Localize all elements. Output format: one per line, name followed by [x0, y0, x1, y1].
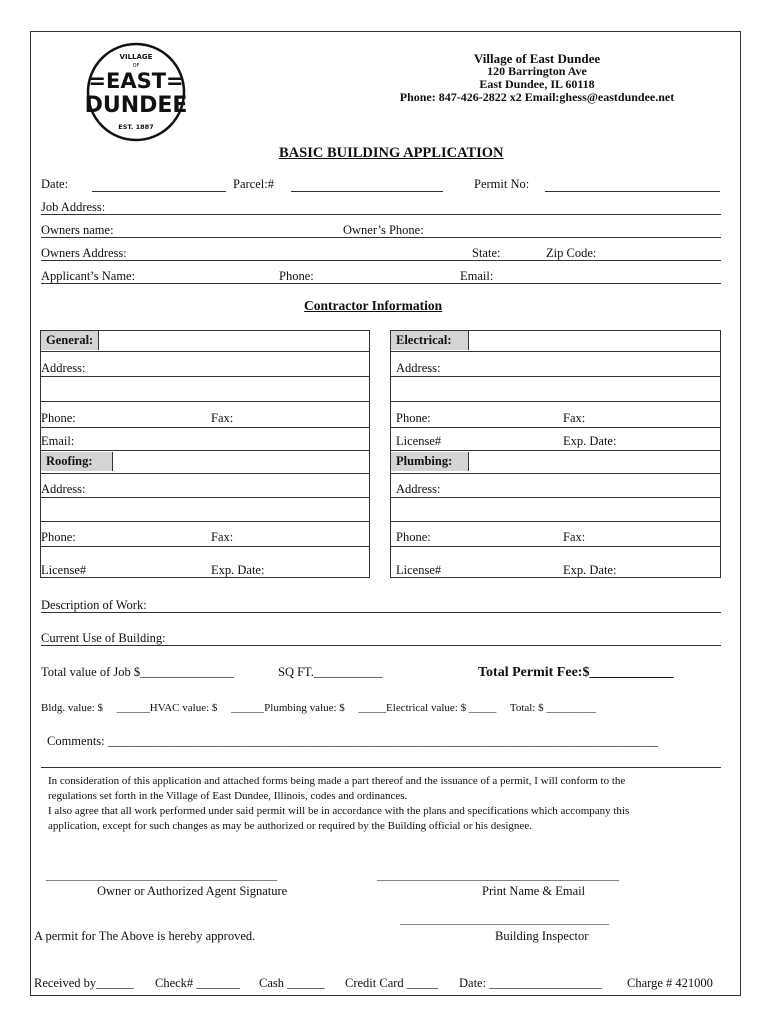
- job-address-field[interactable]: [41, 214, 721, 215]
- owner-signature-line[interactable]: __________________________________________: [46, 870, 277, 882]
- parcel-label: Parcel:#: [233, 177, 274, 191]
- roofing-exp-label: Exp. Date:: [211, 563, 265, 577]
- approved-text: A permit for The Above is hereby approved.: [34, 929, 256, 943]
- logo-of-text: OF: [132, 63, 140, 69]
- applicant-phone-label: Phone:: [279, 269, 314, 283]
- charge-number: Charge # 421000: [627, 976, 713, 990]
- owners-address-label: Owners Address:: [41, 246, 127, 260]
- plumbing-label: Plumbing:: [391, 452, 469, 471]
- inspector-line[interactable]: ______________________________________: [400, 914, 609, 926]
- owners-address-field[interactable]: [41, 260, 721, 261]
- description-label: Description of Work:: [41, 598, 147, 612]
- general-fax-label: Fax:: [211, 411, 234, 425]
- print-name-label: Print Name & Email: [482, 884, 586, 898]
- credit-card: Credit Card _____: [345, 976, 439, 990]
- description-field[interactable]: [41, 612, 721, 613]
- total-value-label: Total value of Job $_______________: [41, 665, 234, 679]
- roofing-license-label: License#: [41, 563, 87, 577]
- general-contractor-box: [40, 330, 370, 578]
- comments-field[interactable]: [41, 767, 721, 768]
- permit-no-label: Permit No:: [474, 177, 530, 191]
- roofing-phone-label: Phone:: [41, 530, 76, 544]
- job-address-label: Job Address:: [41, 200, 106, 214]
- org-address-1: 120 Barrington Ave: [487, 64, 587, 78]
- electrical-contractor-box: [390, 330, 721, 578]
- date-field[interactable]: [92, 191, 226, 192]
- org-name: Village of East Dundee: [473, 51, 601, 66]
- plumbing-phone-label: Phone:: [396, 530, 431, 544]
- logo-village-text: VILLAGE: [119, 53, 153, 61]
- org-address-2: East Dundee, IL 60118: [479, 77, 595, 91]
- current-use-field[interactable]: [41, 645, 721, 646]
- applicant-email-label: Email:: [460, 269, 494, 283]
- comments-label: Comments: ________________________________________________________________________________________: [47, 734, 658, 748]
- roofing-label: Roofing:: [41, 452, 113, 471]
- logo-est-text: EST. 1887: [118, 123, 154, 131]
- agreement-text: [48, 774, 718, 834]
- plumbing-address-label: Address:: [396, 482, 441, 496]
- values-line: Bldg. value: $ ______HVAC value: $ ______Plumbing value: $ _____Electrical value: $ _____ Total: $ _________: [41, 702, 596, 714]
- roofing-fax-label: Fax:: [211, 530, 234, 544]
- plumbing-fax-label: Fax:: [563, 530, 586, 544]
- sqft-label: SQ FT.___________: [278, 665, 383, 679]
- received-by: Received by______: [34, 976, 134, 990]
- permit-no-field[interactable]: [545, 191, 720, 192]
- owners-name-field[interactable]: [41, 237, 721, 238]
- current-use-label: Current Use of Building:: [41, 631, 166, 645]
- general-email-label: Email:: [41, 434, 75, 448]
- org-contact: Phone: 847-426-2822 x2 Email:ghess@eastdundee.net: [399, 90, 675, 104]
- general-address-label: Address:: [41, 361, 86, 375]
- electrical-exp-label: Exp. Date:: [563, 434, 617, 448]
- village-logo: [84, 40, 188, 144]
- owner-signature-label: Owner or Authorized Agent Signature: [97, 884, 288, 898]
- electrical-license-label: License#: [396, 434, 442, 448]
- electrical-address-label: Address:: [396, 361, 441, 375]
- permit-fee-label: Total Permit Fee:$____________: [478, 665, 674, 680]
- header-block: [372, 52, 702, 104]
- agreement-line-4: application, except for such changes as may be authorized or required by the Building official or his designee.: [48, 820, 532, 832]
- electrical-fax-label: Fax:: [563, 411, 586, 425]
- owners-name-label: Owners name:: [41, 223, 114, 237]
- agreement-line-3: I also agree that all work performed under said permit will be in accordance with the plans and specifications which accompany this: [48, 805, 630, 817]
- general-phone-label: Phone:: [41, 411, 76, 425]
- roofing-address-label: Address:: [41, 482, 86, 496]
- owners-phone-label: Owner’s Phone:: [343, 223, 424, 237]
- plumbing-exp-label: Exp. Date:: [563, 563, 617, 577]
- electrical-phone-label: Phone:: [396, 411, 431, 425]
- general-label: General:: [41, 331, 99, 350]
- zip-label: Zip Code:: [546, 246, 597, 260]
- logo-east-text: =EAST=: [88, 69, 184, 93]
- check-number: Check# _______: [155, 976, 241, 990]
- state-label: State:: [472, 246, 501, 260]
- date-label: Date:: [41, 177, 69, 191]
- contractor-title: Contractor Information: [304, 298, 443, 313]
- print-name-line[interactable]: ____________________________________________: [377, 870, 619, 882]
- logo-dundee-text: DUNDEE: [84, 93, 188, 118]
- parcel-field[interactable]: [291, 191, 443, 192]
- cash: Cash ______: [259, 976, 325, 990]
- inspector-label: Building Inspector: [495, 929, 589, 943]
- plumbing-license-label: License#: [396, 563, 442, 577]
- applicant-field[interactable]: [41, 283, 721, 284]
- agreement-line-1: In consideration of this application and attached forms being made a part thereof and the issuance of a permit, I will conform to the: [48, 775, 626, 787]
- form-title: BASIC BUILDING APPLICATION: [279, 145, 504, 161]
- agreement-line-2: regulations set forth in the Village of East Dundee, Illinois, codes and ordinances.: [48, 790, 408, 802]
- applicant-name-label: Applicant’s Name:: [41, 269, 136, 283]
- footer-date: Date: __________________: [459, 976, 602, 990]
- electrical-label: Electrical:: [391, 331, 469, 350]
